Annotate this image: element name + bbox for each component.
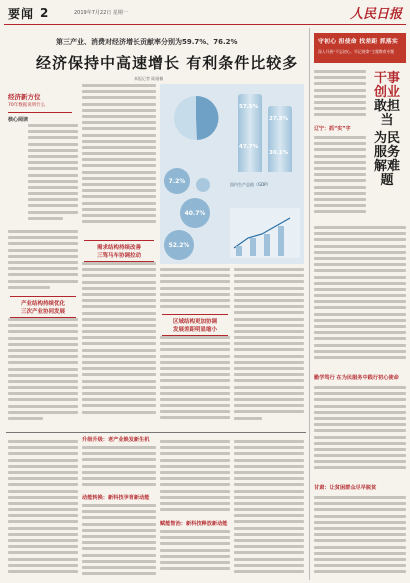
article-headline[interactable]: 经济保持中高速增长 有利条件比较多 bbox=[36, 54, 299, 72]
info-pie-a bbox=[170, 92, 222, 144]
info-circle-4 bbox=[196, 178, 210, 192]
lower-head-3: 赋能智治：新科技释放新动能 bbox=[160, 521, 228, 527]
body-text-col3 bbox=[160, 268, 230, 318]
info-percent-b: 57.5% bbox=[239, 104, 259, 110]
body-text-col1 bbox=[8, 230, 78, 294]
promo-slogan: 守初心 担使命 找差距 抓落实 bbox=[318, 39, 399, 45]
lower-head-2: 动能转换：新科技孕育新动能 bbox=[82, 495, 150, 501]
body-lower-col3b bbox=[160, 530, 230, 580]
subhead-industry: 产业结构持续优化 三次产业协同发展 bbox=[10, 296, 76, 318]
info-percent-e: 30.1% bbox=[269, 150, 289, 156]
right-text-wide bbox=[314, 226, 406, 372]
right-subhead-liaoning: 辽宁：抓“实”字 bbox=[314, 126, 351, 132]
info-circle-3: 52.2% bbox=[164, 230, 194, 260]
body-text-col3-lower bbox=[160, 336, 230, 428]
info-percent-d: 47.7% bbox=[239, 144, 259, 150]
right-text-2 bbox=[314, 386, 406, 480]
body-lower-col1 bbox=[8, 440, 78, 580]
body-text-col4 bbox=[234, 268, 304, 428]
body-lower-col3 bbox=[160, 440, 230, 516]
right-vertical-title: 干事创业 敢担当 为民服务 解难题 bbox=[373, 71, 400, 188]
right-column-divider bbox=[309, 28, 310, 580]
promo-subtitle: 深入开展“不忘初心、牢记使命”主题教育专题 bbox=[318, 49, 395, 54]
column-divider bbox=[8, 112, 72, 113]
right-box-title-2: 甘肃：让贫困群众尽早脱贫 bbox=[314, 485, 377, 491]
body-lower-col2b bbox=[82, 504, 156, 580]
page-number: 2 bbox=[40, 6, 49, 20]
info-circle-1: 7.2% bbox=[164, 168, 190, 194]
info-circle-2: 40.7% bbox=[180, 198, 210, 228]
newspaper-logo: 人民日报 bbox=[349, 7, 402, 22]
column-tag: 经济新方位 bbox=[8, 93, 41, 101]
section-divider bbox=[6, 432, 306, 433]
infographic-panel bbox=[160, 84, 304, 264]
special-column-header bbox=[8, 92, 72, 123]
body-text-col2-lower bbox=[82, 262, 156, 428]
column-subtag: 70年数据说明什么 bbox=[8, 103, 46, 108]
body-text-col1-lower bbox=[8, 318, 78, 428]
info-percent-c: 27.3% bbox=[269, 116, 289, 122]
right-lead-text bbox=[314, 70, 366, 122]
body-text-col2 bbox=[82, 84, 156, 234]
right-text-1 bbox=[314, 136, 366, 222]
body-lower-col4 bbox=[234, 440, 304, 580]
section-name: 要闻 bbox=[8, 6, 35, 21]
section-header bbox=[4, 5, 52, 21]
masthead bbox=[4, 3, 406, 25]
info-note: 国内生产总值（GDP） bbox=[230, 182, 271, 187]
right-box-title-1: 勤学笃行 在为民服务中践行初心使命 bbox=[314, 375, 399, 381]
right-text-3 bbox=[314, 496, 406, 580]
subhead-regional: 区域结构更加协调 发展差距明显缩小 bbox=[162, 314, 228, 336]
article-byline: 本报记者 陆娅楠 bbox=[134, 76, 164, 81]
body-lower-col2 bbox=[82, 446, 156, 490]
core-reading-label: 核心阅读 bbox=[8, 117, 29, 123]
dateline: 2019年7月22日 星期一 bbox=[74, 10, 128, 16]
subhead-demand: 需求结构持续改善 三驾马车协调拉动 bbox=[84, 240, 154, 262]
promo-banner[interactable] bbox=[314, 33, 406, 63]
body-text-left-top bbox=[28, 124, 78, 228]
article-kicker: 第三产业、消费对经济增长贡献率分别为59.7%、76.2% bbox=[56, 38, 238, 46]
lower-head-1: 升级升级：老产业焕发新生机 bbox=[82, 437, 150, 443]
info-line-chart bbox=[230, 208, 300, 258]
